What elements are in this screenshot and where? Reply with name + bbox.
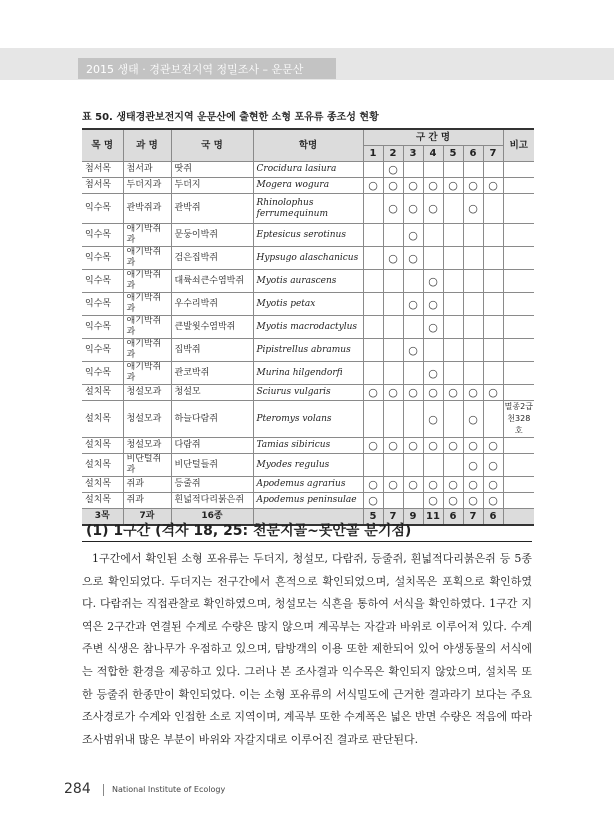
section-underline — [82, 541, 532, 542]
remark-cell — [503, 454, 534, 477]
korean-name-cell: 검은집박쥐 — [171, 247, 253, 270]
occurrence-cell — [463, 339, 483, 362]
total-remark — [503, 509, 534, 526]
occurrence-cell: ○ — [383, 438, 403, 454]
occurrence-cell — [483, 224, 503, 247]
table-row — [82, 178, 534, 194]
footer-separator — [103, 784, 104, 796]
occurrence-cell — [403, 493, 423, 509]
occurrence-cell — [383, 316, 403, 339]
remark-cell — [503, 477, 534, 493]
occurrence-cell — [443, 362, 463, 385]
occurrence-cell — [363, 362, 383, 385]
scientific-name-cell: Eptesicus serotinus — [253, 224, 363, 247]
occurrence-cell — [483, 162, 503, 178]
table-row — [82, 385, 534, 401]
occurrence-cell: ○ — [403, 477, 423, 493]
korean-name-cell: 다람쥐 — [171, 438, 253, 454]
occurrence-cell — [443, 247, 463, 270]
remark-cell — [503, 339, 534, 362]
occurrence-cell — [483, 401, 503, 438]
occurrence-cell — [463, 293, 483, 316]
col-order: 목 명 — [82, 129, 123, 162]
occurrence-cell — [443, 339, 463, 362]
occurrence-cell: ○ — [403, 224, 423, 247]
occurrence-cell: ○ — [483, 477, 503, 493]
occurrence-cell — [363, 401, 383, 438]
scientific-name-cell: Myotis aurascens — [253, 270, 363, 293]
occurrence-cell — [403, 362, 423, 385]
table-caption: 표 50. 생태경관보전지역 운문산에 출현한 소형 포유류 종조성 현황 — [82, 112, 379, 123]
occurrence-cell — [463, 224, 483, 247]
family-cell: 관박쥐과 — [123, 194, 171, 224]
korean-name-cell: 하늘다람쥐 — [171, 401, 253, 438]
table-row — [82, 162, 534, 178]
order-cell: 익수목 — [82, 270, 123, 293]
occurrence-cell — [363, 316, 383, 339]
scientific-name-cell: Murina hilgendorfi — [253, 362, 363, 385]
occurrence-cell — [383, 224, 403, 247]
section-paragraph: 1구간에서 확인된 소형 포유류는 두더지, 청설모, 다람쥐, 등줄쥐, 흰넓적다리붉은쥐 등 5종으로 확인되었다. 두더지는 전구간에서 흔적으로 확인되었으며, 설치목은 포획으로 확인하였다. 다람쥐는 직접관찰로 확인하였으며, 청설모는 식흔을 통하여 서식을 확인하였다. 1구간 지역은 2구간과 연결된 수계로 수량은 많지 않으며 계곡부는 자갈과 바위로 이루어져 있다. 수계주변 식생은 참나무가 우점하고 있으며, 탐방객의 이용 또한 제한되어 있어 야생동물의 서식에는 적합한 환경을 제공하고 있다. 그러나 본 조사결과 익수목은 확인되지 않았으며, 설치목 또한 등줄쥐 한종만이 확인되었다. 이는 소형 포유류의 서식밀도에 근거한 결과라기 보다는 주요 조사경로가 수계와 인접한 소로 지역이며, 계곡부 또한 수계폭은 넓은 반면 수량은 적음에 따라 조사범위내 많은 부분이 바위와 자갈지대로 이루어진 결과로 판단된다. — [82, 552, 532, 746]
occurrence-cell: ○ — [443, 477, 463, 493]
col-sections: 구 간 명 — [363, 129, 503, 146]
korean-name-cell: 큰발윗수염박쥐 — [171, 316, 253, 339]
remark-cell — [503, 162, 534, 178]
occurrence-cell: ○ — [403, 178, 423, 194]
table-row — [82, 493, 534, 509]
total-count: 6 — [483, 509, 503, 526]
occurrence-cell — [383, 454, 403, 477]
section-number: 4 — [423, 146, 443, 162]
occurrence-cell — [383, 493, 403, 509]
order-cell: 설치목 — [82, 385, 123, 401]
occurrence-cell: ○ — [423, 270, 443, 293]
occurrence-cell: ○ — [403, 293, 423, 316]
order-cell: 익수목 — [82, 339, 123, 362]
section-title: (1) 1구간 (격자 18, 25: 천문지골~못안골 분기점) — [86, 523, 412, 539]
occurrence-cell — [443, 454, 463, 477]
occurrence-cell: ○ — [423, 293, 443, 316]
remark-cell — [503, 270, 534, 293]
occurrence-cell: ○ — [403, 385, 423, 401]
family-cell: 애기박쥐과 — [123, 270, 171, 293]
occurrence-cell: ○ — [463, 493, 483, 509]
order-cell: 익수목 — [82, 316, 123, 339]
scientific-name-cell: Sciurus vulgaris — [253, 385, 363, 401]
family-cell: 애기박쥐과 — [123, 339, 171, 362]
table-row — [82, 477, 534, 493]
occurrence-cell: ○ — [383, 385, 403, 401]
occurrence-cell: ○ — [383, 194, 403, 224]
footer-organization: National Institute of Ecology — [112, 785, 226, 794]
occurrence-cell: ○ — [443, 385, 463, 401]
occurrence-cell: ○ — [423, 385, 443, 401]
remark-cell — [503, 362, 534, 385]
occurrence-cell — [443, 270, 463, 293]
order-cell: 익수목 — [82, 194, 123, 224]
occurrence-cell: ○ — [423, 493, 443, 509]
korean-name-cell: 집박쥐 — [171, 339, 253, 362]
total-count: 9 — [403, 509, 423, 526]
occurrence-cell: ○ — [423, 362, 443, 385]
occurrence-cell — [403, 316, 423, 339]
col-family: 과 명 — [123, 129, 171, 162]
korean-name-cell: 우수리박쥐 — [171, 293, 253, 316]
remark-cell — [503, 224, 534, 247]
occurrence-cell: ○ — [463, 385, 483, 401]
occurrence-cell — [363, 224, 383, 247]
korean-name-cell: 비단털들쥐 — [171, 454, 253, 477]
occurrence-cell — [443, 401, 463, 438]
occurrence-cell: ○ — [403, 247, 423, 270]
family-cell: 애기박쥐과 — [123, 316, 171, 339]
occurrence-cell — [383, 362, 403, 385]
total-count: 5 — [363, 509, 383, 526]
occurrence-cell: ○ — [483, 178, 503, 194]
table-row — [82, 270, 534, 293]
order-cell: 설치목 — [82, 454, 123, 477]
occurrence-cell: ○ — [403, 438, 423, 454]
occurrence-cell: ○ — [363, 477, 383, 493]
section-number: 6 — [463, 146, 483, 162]
order-cell: 익수목 — [82, 247, 123, 270]
table-row — [82, 339, 534, 362]
korean-name-cell: 관코박쥐 — [171, 362, 253, 385]
occurrence-cell — [403, 270, 423, 293]
order-cell: 설치목 — [82, 401, 123, 438]
occurrence-cell — [363, 247, 383, 270]
occurrence-cell — [423, 454, 443, 477]
family-cell: 쥐과 — [123, 477, 171, 493]
scientific-name-cell: Mogera wogura — [253, 178, 363, 194]
order-cell: 설치목 — [82, 493, 123, 509]
occurrence-cell — [423, 247, 443, 270]
table-row — [82, 401, 534, 438]
occurrence-cell: ○ — [423, 194, 443, 224]
total-species: 16종 — [171, 509, 253, 526]
table-row — [82, 293, 534, 316]
occurrence-cell: ○ — [383, 178, 403, 194]
korean-name-cell: 땃쥐 — [171, 162, 253, 178]
scientific-name-cell: Apodemus agrarius — [253, 477, 363, 493]
occurrence-cell: ○ — [483, 438, 503, 454]
table-row — [82, 454, 534, 477]
table-row — [82, 316, 534, 339]
col-korean-name: 국 명 — [171, 129, 253, 162]
occurrence-cell — [363, 293, 383, 316]
occurrence-cell: ○ — [423, 316, 443, 339]
scientific-name-cell: Myotis macrodactylus — [253, 316, 363, 339]
remark-cell — [503, 247, 534, 270]
table-row — [82, 362, 534, 385]
occurrence-cell: ○ — [443, 438, 463, 454]
order-cell: 설치목 — [82, 438, 123, 454]
family-cell: 청설모과 — [123, 438, 171, 454]
occurrence-cell: ○ — [423, 401, 443, 438]
occurrence-cell: ○ — [383, 247, 403, 270]
section-number: 1 — [363, 146, 383, 162]
korean-name-cell: 두더지 — [171, 178, 253, 194]
col-remarks: 비고 — [503, 129, 534, 162]
occurrence-cell — [423, 224, 443, 247]
occurrence-cell — [483, 316, 503, 339]
occurrence-cell: ○ — [403, 339, 423, 362]
occurrence-cell: ○ — [383, 162, 403, 178]
occurrence-cell: ○ — [463, 454, 483, 477]
occurrence-cell: ○ — [363, 178, 383, 194]
occurrence-cell: ○ — [463, 178, 483, 194]
occurrence-cell — [463, 247, 483, 270]
remark-cell — [503, 293, 534, 316]
korean-name-cell: 청설모 — [171, 385, 253, 401]
scientific-name-cell: Apodemus peninsulae — [253, 493, 363, 509]
occurrence-cell — [443, 162, 463, 178]
total-count: 7 — [383, 509, 403, 526]
occurrence-cell — [483, 247, 503, 270]
occurrence-cell — [363, 454, 383, 477]
table-row — [82, 194, 534, 224]
occurrence-cell — [443, 224, 463, 247]
order-cell: 익수목 — [82, 224, 123, 247]
table-row — [82, 247, 534, 270]
occurrence-cell — [363, 270, 383, 293]
family-cell: 청설모과 — [123, 401, 171, 438]
remark-cell — [503, 194, 534, 224]
korean-name-cell: 흰넓적다리붉은쥐 — [171, 493, 253, 509]
total-count: 11 — [423, 509, 443, 526]
occurrence-cell — [363, 194, 383, 224]
occurrence-cell — [363, 339, 383, 362]
table-body — [82, 162, 534, 526]
total-count: 7 — [463, 509, 483, 526]
occurrence-cell — [463, 162, 483, 178]
occurrence-cell — [463, 316, 483, 339]
occurrence-cell — [483, 339, 503, 362]
section-number: 5 — [443, 146, 463, 162]
occurrence-cell: ○ — [483, 493, 503, 509]
occurrence-cell: ○ — [423, 178, 443, 194]
occurrence-cell: ○ — [403, 194, 423, 224]
occurrence-cell: ○ — [463, 194, 483, 224]
occurrence-cell: ○ — [383, 477, 403, 493]
family-cell: 두더지과 — [123, 178, 171, 194]
occurrence-cell: ○ — [423, 438, 443, 454]
occurrence-cell — [423, 162, 443, 178]
occurrence-cell — [383, 293, 403, 316]
occurrence-cell: ○ — [463, 438, 483, 454]
scientific-name-cell: Hypsugo alaschanicus — [253, 247, 363, 270]
remark-cell — [503, 438, 534, 454]
occurrence-cell — [403, 162, 423, 178]
occurrence-cell — [483, 194, 503, 224]
occurrence-cell — [463, 362, 483, 385]
family-cell: 애기박쥐과 — [123, 224, 171, 247]
family-cell: 애기박쥐과 — [123, 247, 171, 270]
family-cell: 애기박쥐과 — [123, 362, 171, 385]
family-cell: 비단털쥐과 — [123, 454, 171, 477]
col-scientific-name: 학명 — [253, 129, 363, 162]
order-cell: 익수목 — [82, 293, 123, 316]
table-row — [82, 224, 534, 247]
occurrence-cell: ○ — [443, 178, 463, 194]
occurrence-cell — [383, 339, 403, 362]
total-family: 7과 — [123, 509, 171, 526]
occurrence-cell — [483, 293, 503, 316]
family-cell: 쥐과 — [123, 493, 171, 509]
occurrence-cell: ○ — [463, 401, 483, 438]
korean-name-cell: 관박쥐 — [171, 194, 253, 224]
order-cell: 첨서목 — [82, 178, 123, 194]
occurrence-cell: ○ — [423, 477, 443, 493]
occurrence-cell — [403, 401, 423, 438]
occurrence-cell — [423, 339, 443, 362]
occurrence-cell — [403, 454, 423, 477]
table-header — [82, 129, 534, 162]
korean-name-cell: 대륙쇠큰수염박쥐 — [171, 270, 253, 293]
order-cell: 익수목 — [82, 362, 123, 385]
occurrence-cell: ○ — [363, 438, 383, 454]
occurrence-cell: ○ — [363, 493, 383, 509]
order-cell: 첨서목 — [82, 162, 123, 178]
occurrence-cell: ○ — [483, 385, 503, 401]
running-header: 2015 생태 · 경관보전지역 정밀조사 – 운문산 — [86, 63, 304, 76]
table-row — [82, 438, 534, 454]
total-count: 6 — [443, 509, 463, 526]
occurrence-cell — [483, 362, 503, 385]
page-number: 284 — [64, 781, 91, 797]
korean-name-cell: 문둥이박쥐 — [171, 224, 253, 247]
section-number: 7 — [483, 146, 503, 162]
remark-cell — [503, 493, 534, 509]
remark-cell — [503, 316, 534, 339]
section-number: 2 — [383, 146, 403, 162]
occurrence-cell: ○ — [363, 385, 383, 401]
scientific-name-cell: Crocidura lasiura — [253, 162, 363, 178]
occurrence-cell: ○ — [483, 454, 503, 477]
species-table — [82, 128, 534, 526]
scientific-name-cell: Myodes regulus — [253, 454, 363, 477]
scientific-name-cell: Rhinolophus ferrumequinum — [253, 194, 363, 224]
family-cell: 첨서과 — [123, 162, 171, 178]
family-cell: 애기박쥐과 — [123, 293, 171, 316]
korean-name-cell: 등줄쥐 — [171, 477, 253, 493]
occurrence-cell: ○ — [463, 477, 483, 493]
remark-cell: 멸종2급 천328호 — [503, 401, 534, 438]
scientific-name-cell: Pipistrellus abramus — [253, 339, 363, 362]
occurrence-cell: ○ — [443, 493, 463, 509]
scientific-name-cell: Myotis petax — [253, 293, 363, 316]
occurrence-cell — [483, 270, 503, 293]
occurrence-cell — [443, 293, 463, 316]
remark-cell — [503, 178, 534, 194]
occurrence-cell — [383, 270, 403, 293]
scientific-name-cell: Tamias sibiricus — [253, 438, 363, 454]
total-order: 3목 — [82, 509, 123, 526]
family-cell: 청설모과 — [123, 385, 171, 401]
remark-cell — [503, 385, 534, 401]
occurrence-cell — [363, 162, 383, 178]
occurrence-cell — [443, 194, 463, 224]
occurrence-cell — [383, 401, 403, 438]
section-number: 3 — [403, 146, 423, 162]
occurrence-cell — [463, 270, 483, 293]
order-cell: 설치목 — [82, 477, 123, 493]
occurrence-cell — [443, 316, 463, 339]
scientific-name-cell: Pteromys volans — [253, 401, 363, 438]
